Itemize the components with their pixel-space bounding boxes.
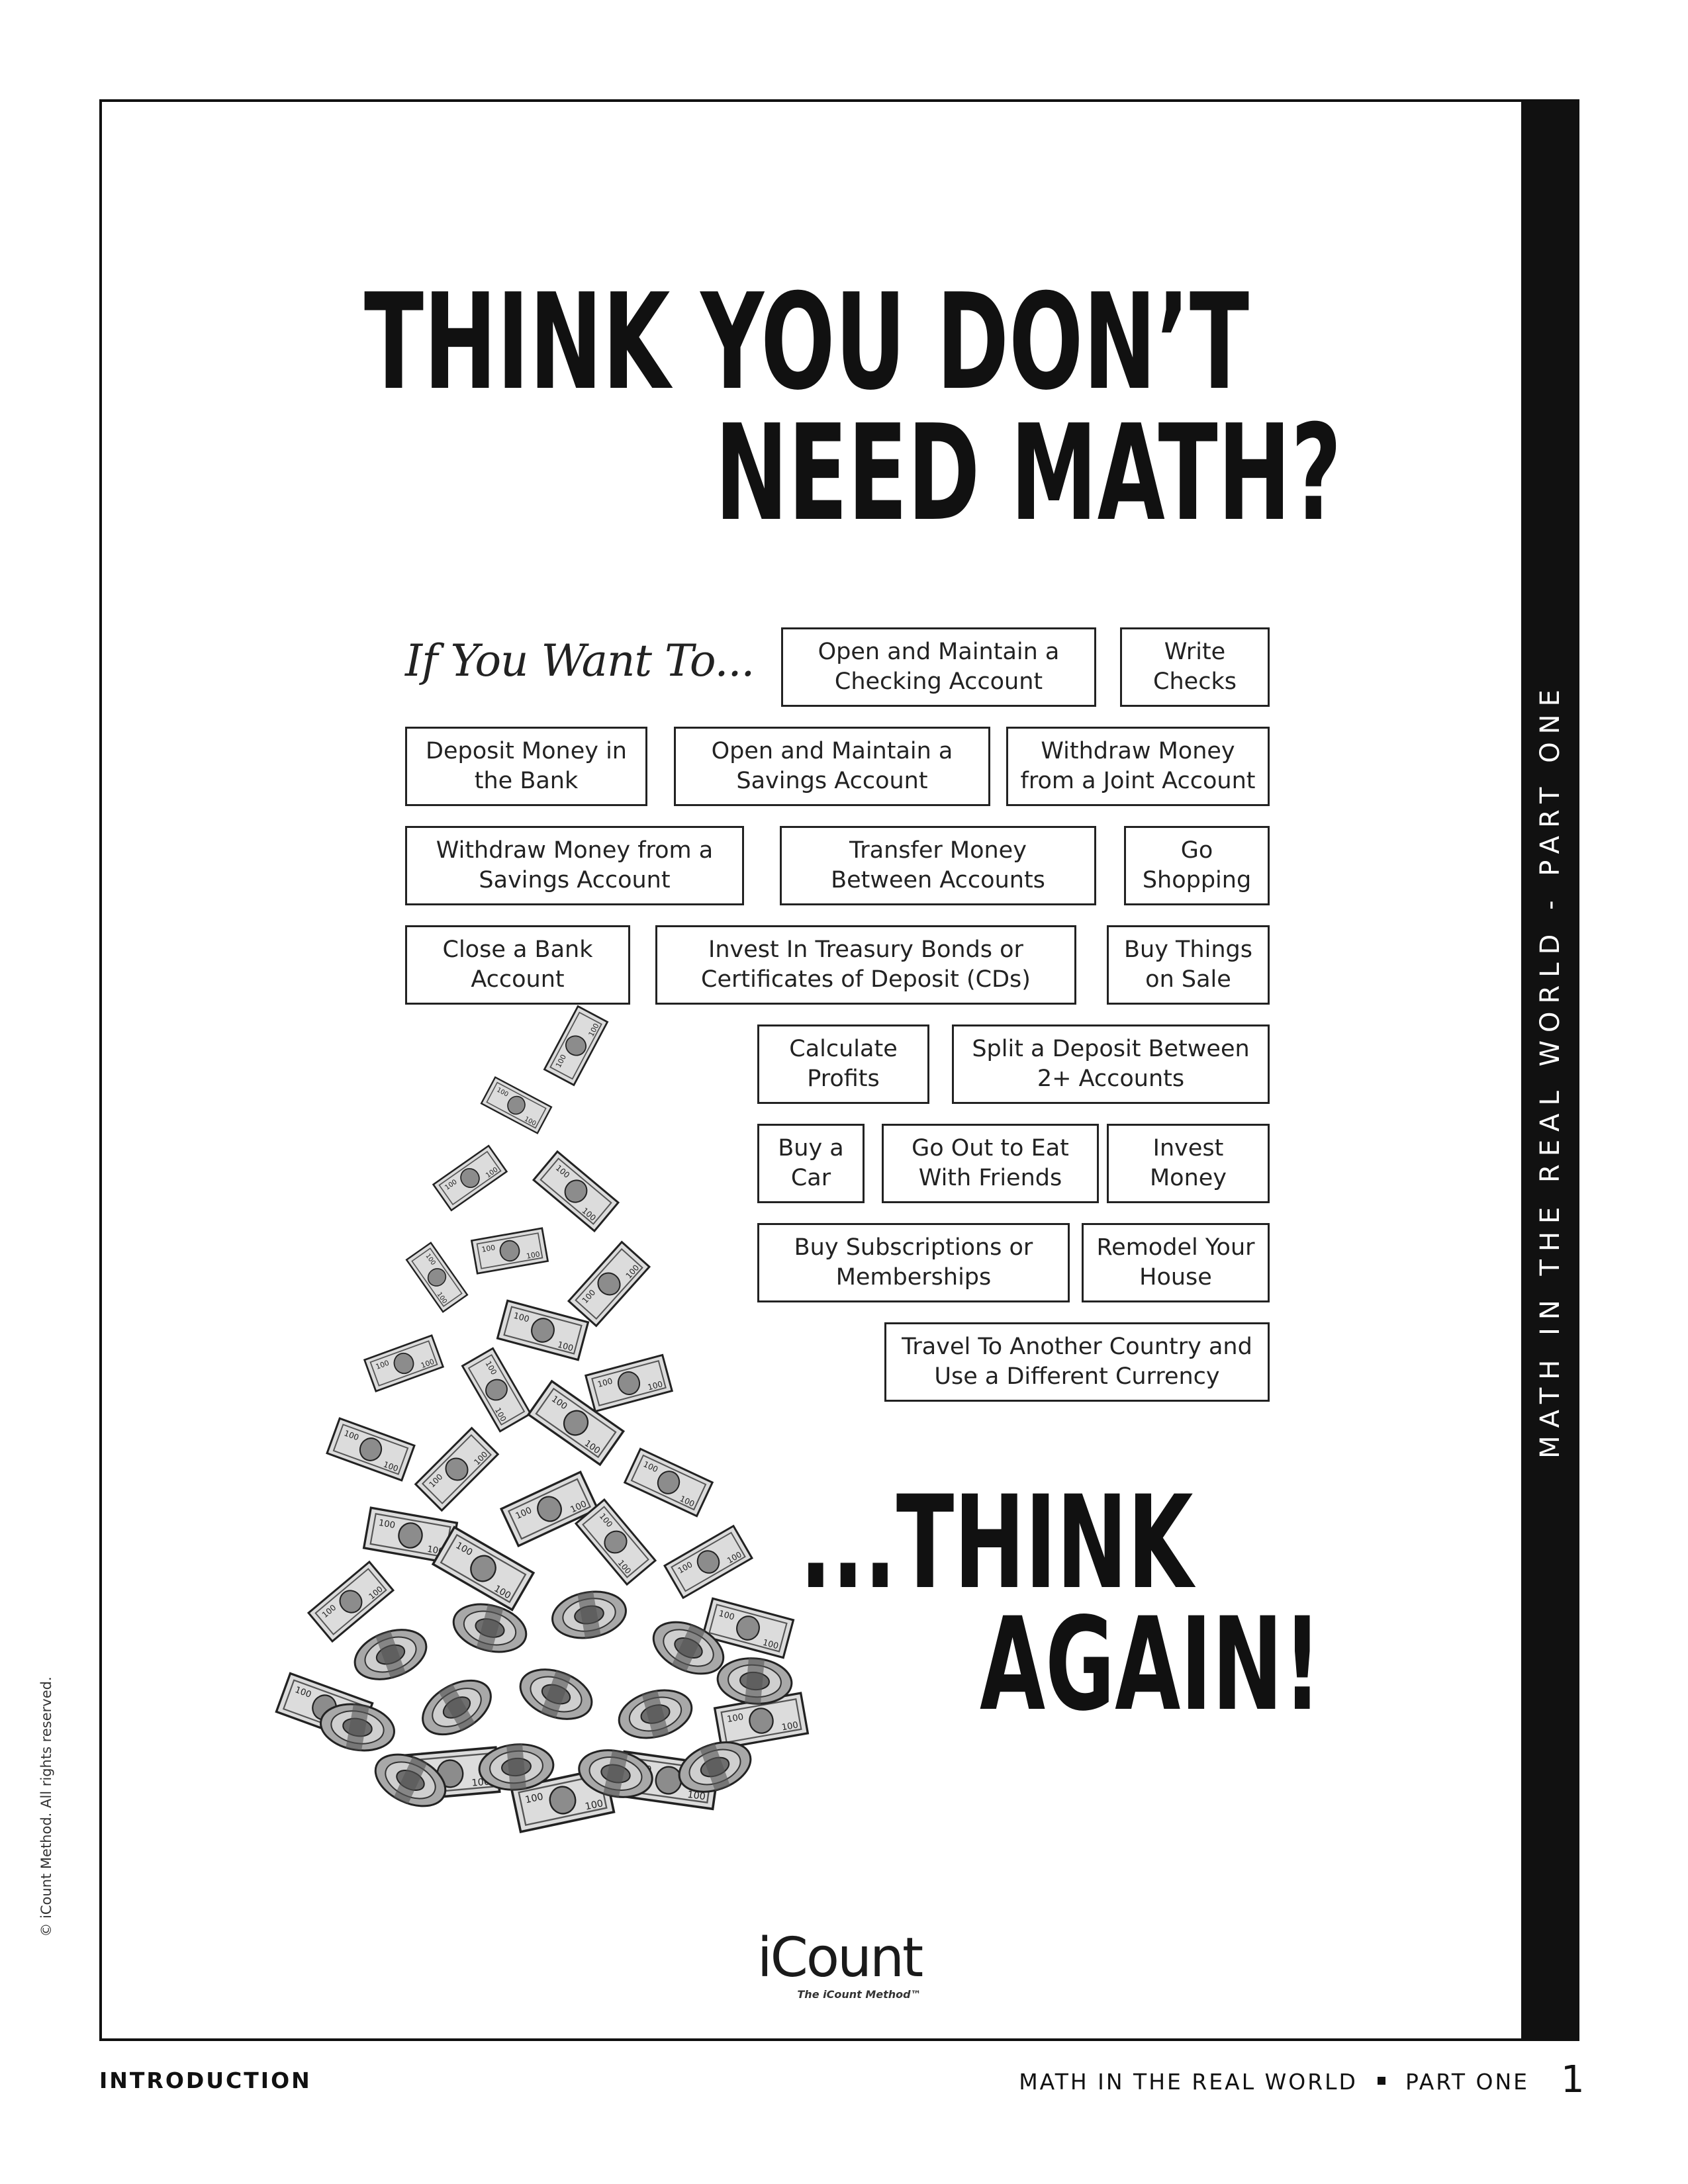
page-number: 1 (1561, 2058, 1585, 2101)
intro-text: If You Want To... (405, 635, 755, 686)
logo-tagline: The iCount Method™ (797, 1988, 921, 2001)
footer-running-title (1019, 2069, 1529, 2095)
activity-box: Close a Bank Account (405, 925, 630, 1005)
logo-wordmark: iCount (757, 1927, 922, 1989)
activity-box: Withdraw Money from a Joint Account (1006, 727, 1270, 806)
closing-line-1: ...THINK (800, 1468, 1194, 1617)
activity-box: Go Out to Eat With Friends (882, 1124, 1099, 1203)
activity-box: Withdraw Money from a Savings Account (405, 826, 744, 905)
activity-box: Travel To Another Country and Use a Different Currency (884, 1322, 1270, 1402)
activity-box: Buy Things on Sale (1107, 925, 1270, 1005)
icount-logo (747, 1927, 932, 2001)
footer-book-title: MATH IN THE REAL WORLD (1019, 2069, 1358, 2095)
activity-box: Buy Subscriptions or Memberships (757, 1223, 1070, 1302)
closing-line-2: AGAIN! (980, 1590, 1322, 1739)
footer-section-label: INTRODUCTION (99, 2068, 312, 2093)
headline-line-1: THINK YOU DON’T (364, 265, 1250, 420)
headline-line-2: NEED MATH? (715, 396, 1342, 551)
side-tab-label: MATH IN THE REAL WORLD - PART ONE (1535, 682, 1566, 1459)
activity-box: Invest In Treasury Bonds or Certificates of Deposit (CDs) (655, 925, 1076, 1005)
money-pile-illustration: 100 (298, 993, 867, 1853)
activity-box: Open and Maintain a Checking Account (781, 627, 1096, 707)
activity-box: Deposit Money in the Bank (405, 727, 647, 806)
footer-separator (1378, 2077, 1385, 2085)
activity-box: Split a Deposit Between 2+ Accounts (952, 1024, 1270, 1104)
activity-box: Calculate Profits (757, 1024, 929, 1104)
activity-box: Transfer Money Between Accounts (780, 826, 1096, 905)
activity-box: Open and Maintain a Savings Account (674, 727, 990, 806)
copyright-notice: © iCount Method. All rights reserved. (38, 1676, 54, 1937)
activity-box: Buy a Car (757, 1124, 865, 1203)
footer-part-label: PART ONE (1405, 2069, 1529, 2095)
activity-box: Remodel Your House (1082, 1223, 1270, 1302)
side-tab (1521, 99, 1579, 2041)
activity-box: Go Shopping (1124, 826, 1270, 905)
activity-box: Invest Money (1107, 1124, 1270, 1203)
activity-box: Write Checks (1120, 627, 1270, 707)
